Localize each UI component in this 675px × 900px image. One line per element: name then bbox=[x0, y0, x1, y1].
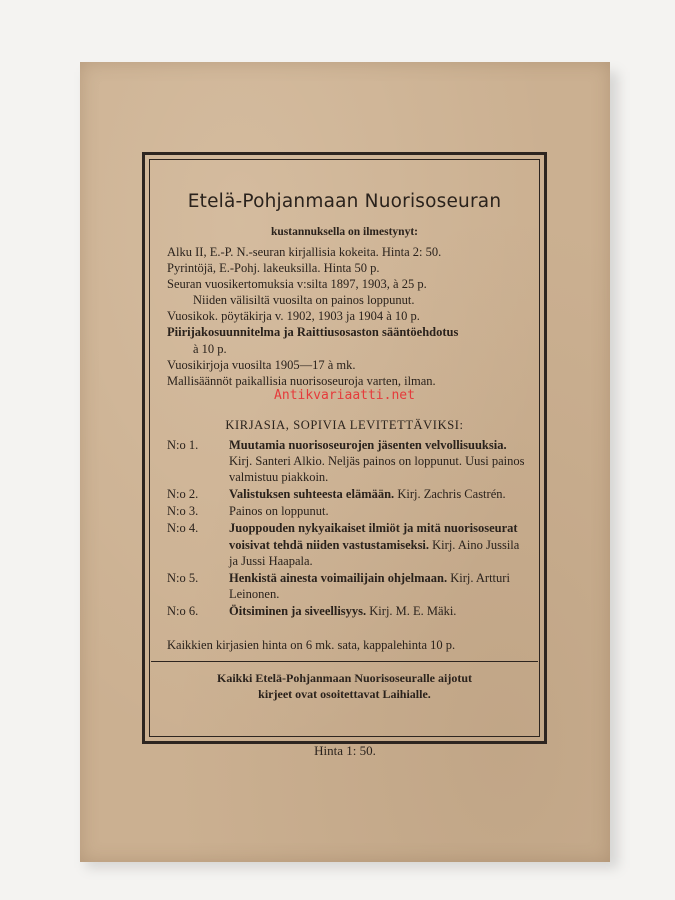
publication-line-7: Vuosikirjoja vuosilta 1905—17 à mk. bbox=[167, 357, 356, 372]
book-title: Öitsiminen ja siveellisyys. bbox=[229, 603, 367, 618]
book-details: Kirj. Artturi Leinonen. bbox=[229, 570, 510, 601]
book-text bbox=[229, 437, 526, 485]
publication-line-1: Pyrintöjä, E.-Pohj. lakeuksilla. Hinta 50 p. bbox=[167, 261, 380, 276]
book-number: N:o 1. bbox=[167, 438, 199, 452]
book-text bbox=[229, 503, 526, 519]
book-details: Kirj. Santeri Alkio. Neljäs painos on loppunut. Uusi painos valmistuu piakkoin. bbox=[229, 454, 525, 485]
book-number: N:o 4. bbox=[167, 521, 199, 536]
book-item-3 bbox=[167, 503, 526, 519]
book-text bbox=[229, 486, 526, 502]
watermark: Antikvariaatti.net bbox=[274, 388, 415, 403]
booklet-price: Hinta 1: 50. bbox=[314, 743, 376, 758]
publication-line-4: Vuosikok. pöytäkirja v. 1902, 1903 ja 1904 à 10 p. bbox=[167, 309, 420, 324]
book-item-1 bbox=[167, 437, 526, 485]
book-title: Valistuksen suhteesta elämään. bbox=[229, 487, 395, 502]
book-details: Kirj. Aino Jussila ja Jussi Haapala. bbox=[229, 537, 520, 568]
publication-line-8: Mallisäännöt paikallisia nuorisoseuroja varten, ilman. bbox=[167, 373, 436, 388]
publication-line-3: Niiden välisiltä vuosilta on painos loppunut. bbox=[193, 293, 415, 308]
book-item-5 bbox=[167, 570, 526, 602]
book-number: N:o 6. bbox=[167, 603, 199, 618]
books-list bbox=[167, 437, 526, 619]
book-details: Kirj. M. E. Mäki. bbox=[369, 603, 457, 618]
mailing-note-line-1: Kaikki Etelä-Pohjanmaan Nuorisoseuralle aijotut bbox=[216, 671, 472, 685]
mailing-note bbox=[145, 670, 544, 702]
books-price-line: Kaikkien kirjasien hinta on 6 mk. sata, kappalehinta 10 p. bbox=[167, 638, 456, 652]
book-details: Painos on loppunut. bbox=[229, 504, 329, 519]
publication-line-2: Seuran vuosikertomuksia v:silta 1897, 1903, à 25 p. bbox=[167, 277, 427, 292]
publication-line-0: Alku II, E.-P. N.-seuran kirjallisia kokeita. Hinta 2: 50. bbox=[167, 245, 442, 259]
mailing-note-line-2: kirjeet ovat osoitettavat Laihialle. bbox=[258, 687, 431, 701]
book-title: Juoppouden nykyaikaiset ilmiöt ja mitä nuorisoseurat voisivat tehdä niiden vastustamiseksi. bbox=[229, 521, 518, 552]
book-item-2 bbox=[167, 486, 526, 502]
books-heading: KIRJASIA, SOPIVIA LEVITETTÄVIKSI: bbox=[225, 418, 464, 432]
publisher-title: Etelä-Pohjanmaan Nuorisoseuran bbox=[187, 191, 502, 212]
book-item-4 bbox=[167, 520, 526, 568]
book-text bbox=[229, 603, 526, 619]
book-details: Kirj. Zachris Castrén. bbox=[397, 487, 506, 502]
publications-subtitle: kustannuksella on ilmestynyt: bbox=[271, 226, 418, 238]
booklet-back-cover bbox=[80, 62, 610, 862]
book-item-6 bbox=[167, 603, 526, 619]
book-number: N:o 5. bbox=[167, 570, 199, 585]
book-number: N:o 3. bbox=[167, 504, 199, 519]
divider-rule bbox=[151, 661, 538, 662]
book-number: N:o 2. bbox=[167, 487, 199, 502]
publication-line-5: Piirijakosuunnitelma ja Raittiusosaston sääntöehdotus bbox=[167, 325, 459, 340]
book-title: Henkistä ainesta voimailijain ohjelmaan. bbox=[229, 570, 448, 585]
publication-list bbox=[167, 244, 522, 389]
publication-line-6: à 10 p. bbox=[193, 341, 227, 356]
book-text bbox=[229, 520, 526, 568]
book-text bbox=[229, 570, 526, 602]
book-title: Muutamia nuorisoseurojen jäsenten velvollisuuksia. bbox=[229, 438, 507, 452]
border-frame bbox=[142, 152, 547, 744]
